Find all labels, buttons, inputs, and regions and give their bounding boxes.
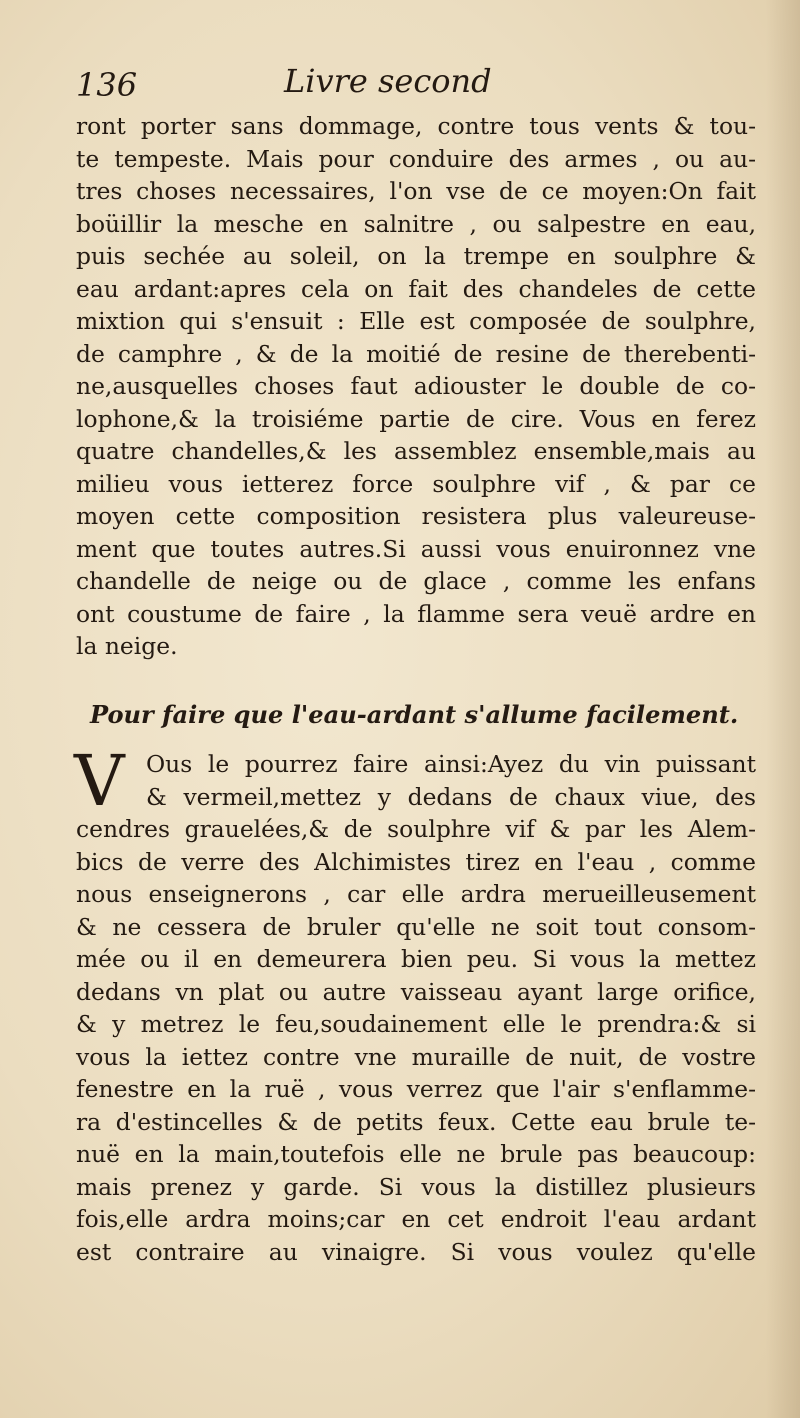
text-line: te tempeste. Mais pour conduire des armes , ou au- bbox=[76, 144, 756, 173]
text-line: ment que toutes autres.Si aussi vous enuironnez vne bbox=[76, 534, 756, 563]
text-line: est contraire au vinaigre. Si vous voulez qu'elle bbox=[76, 1237, 756, 1266]
text-line: puis sechée au soleil, on la trempe en soulphre & bbox=[76, 242, 756, 270]
text-line: ont coustume de faire , la flamme sera veuë ardre en bbox=[76, 599, 756, 628]
section-heading: Pour faire que l'eau-ardant s'allume facilement. bbox=[90, 700, 739, 729]
section-paragraph bbox=[74, 740, 756, 1268]
page-edge-shadow bbox=[766, 0, 800, 1418]
text-line: cendres grauelées,& de soulphre vif & par les Alem- bbox=[76, 815, 756, 843]
text-line: ra d'estincelles & de petits feux. Cette eau brule te- bbox=[76, 1107, 756, 1136]
text-line: Ous le pourrez faire ainsi:Ayez du vin puissant bbox=[146, 750, 756, 778]
text-line: dedans vn plat ou autre vaisseau ayant large orifice, bbox=[76, 977, 756, 1006]
text-line: & ne cessera de bruler qu'elle ne soit tout consom- bbox=[76, 912, 756, 941]
body-paragraph bbox=[76, 110, 756, 663]
text-line: moyen cette composition resistera plus valeureuse- bbox=[76, 502, 756, 530]
drop-cap: V bbox=[74, 740, 125, 822]
text-line: boüillir la mesche en salnitre , ou salpestre en eau, bbox=[76, 209, 756, 238]
text-line: lophone,& la troisiéme partie de cire. Vous en ferez bbox=[76, 404, 756, 433]
text-line: tres choses necessaires, l'on vse de ce moyen:On fait bbox=[76, 177, 756, 205]
text-line: fois,elle ardra moins;car en cet endroit l'eau ardant bbox=[76, 1205, 756, 1233]
text-line: milieu vous ietterez force soulphre vif , & par ce bbox=[76, 469, 756, 498]
text-line: quatre chandelles,& les assemblez ensemble,mais au bbox=[76, 437, 756, 465]
text-line: nous enseignerons , car elle ardra merueilleusement bbox=[76, 880, 756, 908]
text-line: la neige. bbox=[76, 632, 178, 660]
text-line: vous la iettez contre vne muraille de nuit, de vostre bbox=[76, 1042, 756, 1071]
running-title: Livre second bbox=[284, 62, 492, 100]
text-line: mais prenez y garde. Si vous la distillez plusieurs bbox=[76, 1172, 756, 1201]
text-line: fenestre en la ruë , vous verrez que l'air s'enflamme- bbox=[76, 1075, 756, 1103]
text-line: mée ou il en demeurera bien peu. Si vous la mettez bbox=[76, 945, 756, 973]
text-line: ne,ausquelles choses faut adiouster le double de co- bbox=[76, 372, 756, 400]
text-line: & y metrez le feu,soudainement elle le prendra:& si bbox=[76, 1010, 756, 1038]
text-line: de camphre , & de la moitié de resine de therebenti- bbox=[76, 339, 756, 368]
text-line: mixtion qui s'ensuit : Elle est composée de soulphre, bbox=[76, 307, 756, 335]
text-line: nuë en la main,toutefois elle ne brule pas beaucoup: bbox=[76, 1140, 756, 1168]
text-line: eau ardant:apres cela on fait des chandeles de cette bbox=[76, 274, 756, 303]
page-header bbox=[76, 62, 716, 104]
page-number: 136 bbox=[76, 66, 138, 104]
text-line: bics de verre des Alchimistes tirez en l'eau , comme bbox=[76, 847, 756, 876]
text-line: & vermeil,mettez y dedans de chaux viue, des bbox=[146, 782, 756, 811]
text-line: chandelle de neige ou de glace , comme les enfans bbox=[76, 567, 756, 595]
text-line: ront porter sans dommage, contre tous vents & tou- bbox=[76, 112, 756, 140]
